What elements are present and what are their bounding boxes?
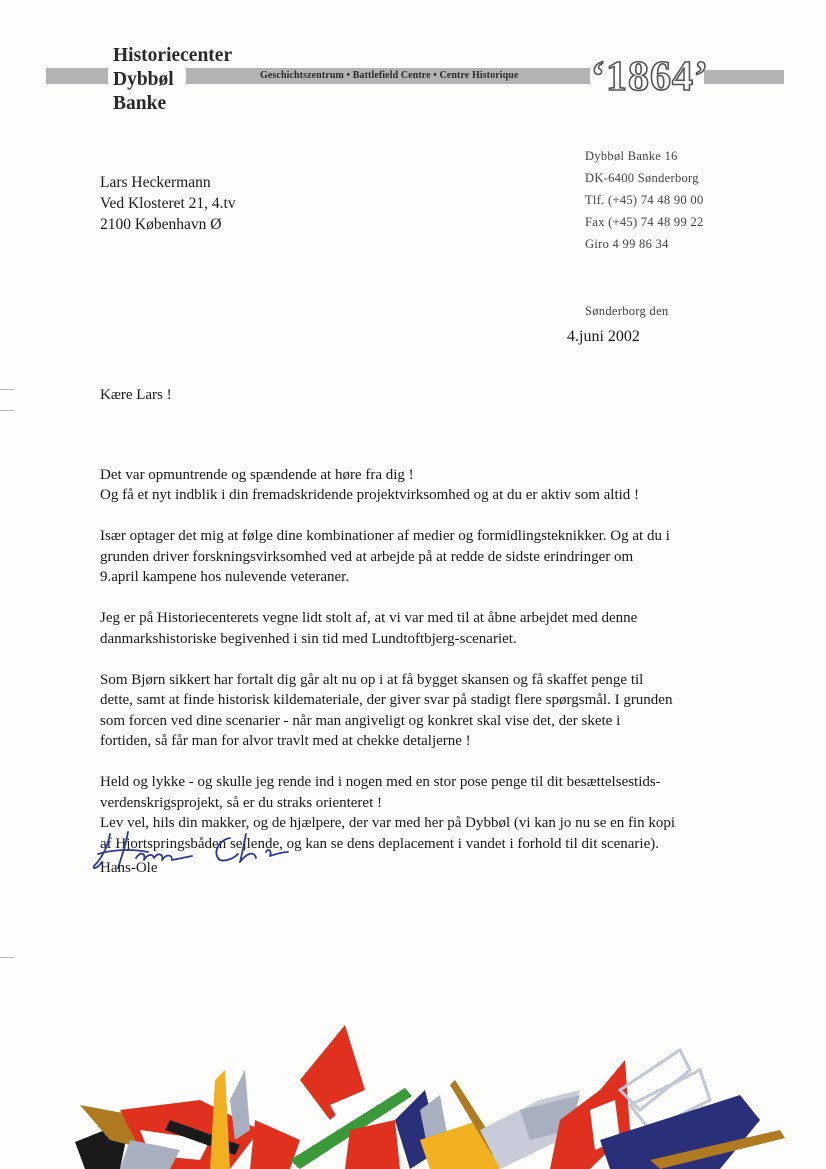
text-line: Det var opmuntrende og spændende at høre fra dig ! <box>100 466 414 483</box>
fold-mark <box>0 410 14 411</box>
text-line: Især optager det mig at følge dine kombinationer af medier og formidlingsteknikker. Og at du i <box>100 528 670 544</box>
recipient-street: Ved Klosteret 21, 4.tv <box>100 195 236 212</box>
logo-1864-text: ‘1864’ <box>591 54 709 100</box>
letter-date: 4.juni 2002 <box>567 328 640 345</box>
text-line: Held og lykke - og skulle jeg rende ind i nogen med en stor pose penge til dit besættelsestids- <box>100 774 661 790</box>
sender-street: Dybbøl Banke 16 <box>585 149 678 163</box>
salutation: Kære Lars ! <box>100 387 172 403</box>
text-line: af Hjortspringsbåden sejlende, og kan se dens deplacement i vandet i forhold til dit scenarie). <box>100 835 659 852</box>
text-line: som forcen ved dine scenarier - når man angiveligt og konkret skal vise det, der skete i <box>100 712 621 729</box>
letter-body <box>100 444 790 875</box>
letterhead-tagline: Geschichtszentrum • Battlefield Centre • Centre Historique <box>260 70 519 81</box>
letterhead-band-left <box>46 68 108 84</box>
sender-address <box>585 145 704 255</box>
text-line: Som Bjørn sikkert har fortalt dig går alt nu op i at få bygget skansen og få skaffet penge til <box>100 671 644 688</box>
organization-name-line: Dybbøl <box>113 69 174 90</box>
signer-name: Hans-Ole <box>100 860 158 876</box>
sender-city: DK-6400 Sønderborg <box>585 171 699 185</box>
text-line: Lev vel, hils din makker, og de hjælpere, der var med her på Dybbøl (vi kan jo nu se en fin kopi <box>100 815 676 831</box>
flags-decoration <box>0 1010 826 1169</box>
recipient-city: 2100 København Ø <box>100 216 222 233</box>
sender-giro: Giro 4 99 86 34 <box>585 237 669 251</box>
text-line: danmarkshistoriske begivenhed i sin tid med Lundtoftbjerg-scenariet. <box>100 630 517 647</box>
text-line: Og få et nyt indblik i din fremadskridende projektvirksomhed og at du er aktiv som altid ! <box>100 487 640 503</box>
fold-mark <box>0 957 14 958</box>
fold-mark <box>0 389 14 390</box>
text-line: dette, samt at finde historisk kildemateriale, der giver svar på stadigt flere spørgsmål. I grunden <box>100 692 673 708</box>
recipient-address <box>100 172 236 235</box>
organization-name-line: Historiecenter <box>113 45 233 66</box>
text-line: fortiden, så får man for alvor travlt med at chekke detaljerne ! <box>100 733 471 749</box>
place-date-label: Sønderborg den <box>585 304 669 318</box>
logo-1864 <box>580 50 720 100</box>
text-line: grunden driver forskningsvirksomhed ved at arbejde på at redde de sidste erindringer om <box>100 548 634 565</box>
text-line: 9.april kampene hos nulevende veteraner. <box>100 569 350 585</box>
sender-phone: Tlf. (+45) 74 48 90 00 <box>585 193 704 207</box>
organization-name <box>113 44 232 116</box>
text-line: verdenskrigsprojekt, så er du straks orienteret ! <box>100 794 382 811</box>
text-line: Jeg er på Historiecenterets vegne lidt stolt af, at vi var med til at åbne arbejdet med denne <box>100 610 638 626</box>
sender-fax: Fax (+45) 74 48 99 22 <box>585 215 704 229</box>
recipient-name: Lars Heckermann <box>100 174 211 191</box>
organization-name-line: Banke <box>113 93 167 114</box>
